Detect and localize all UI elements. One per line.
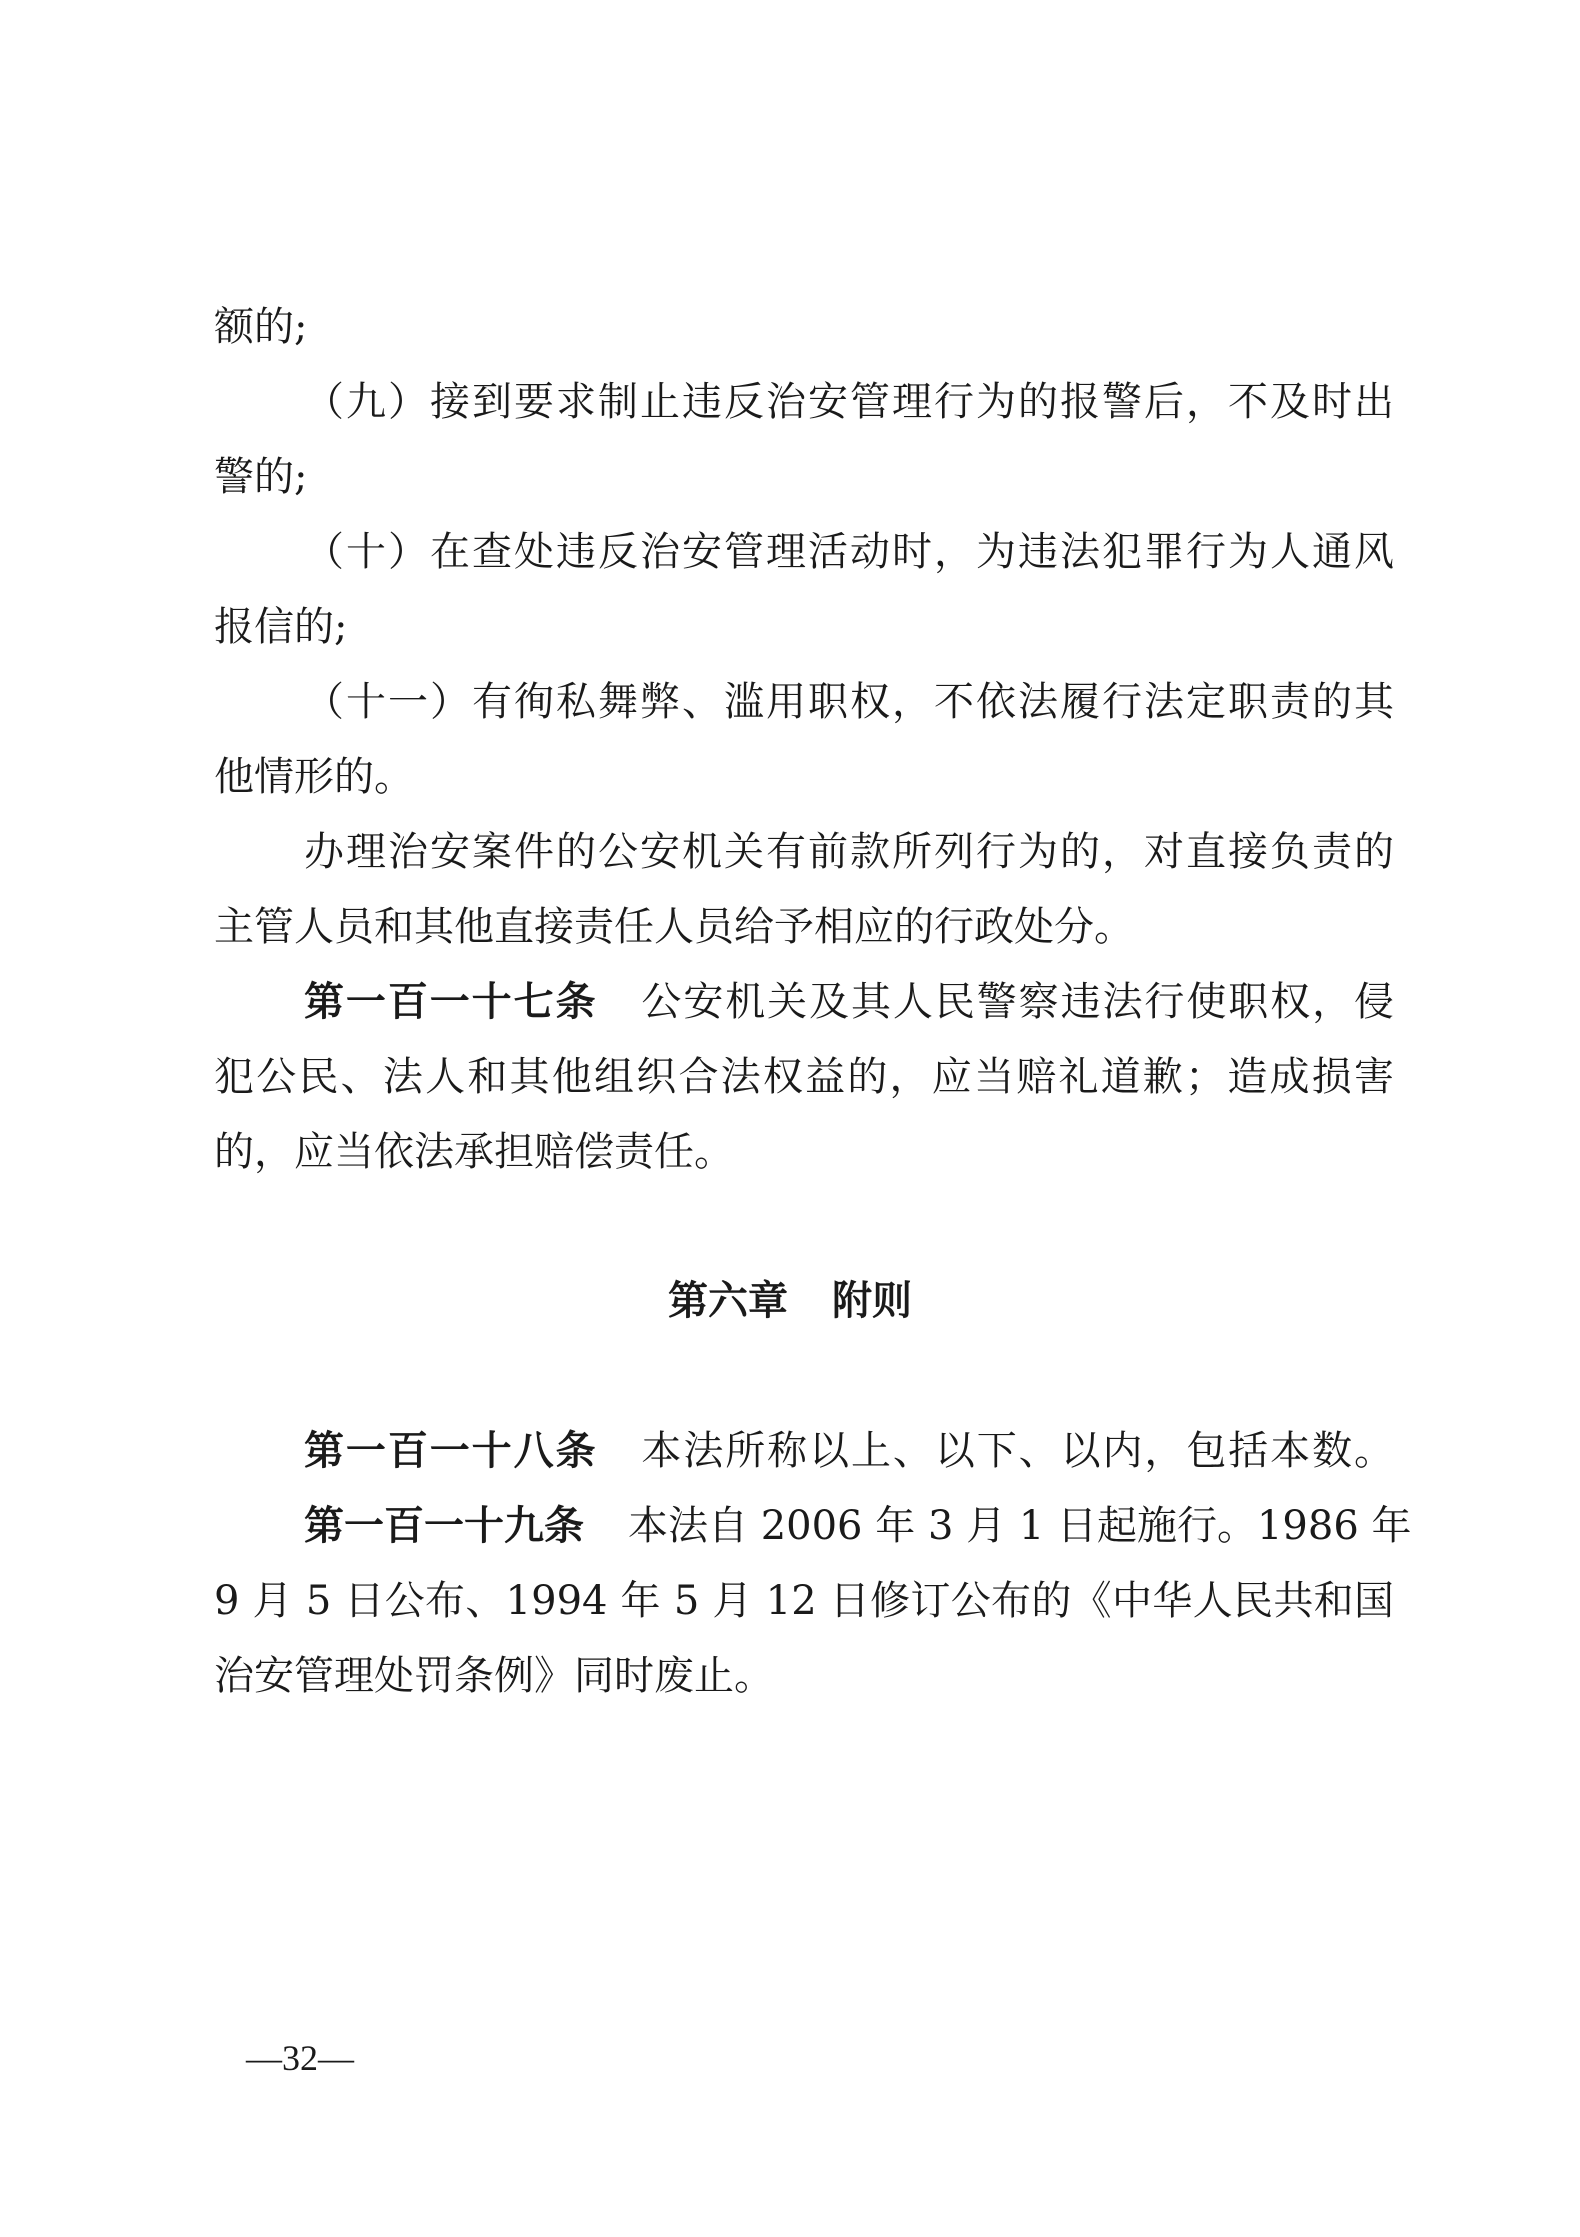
article-119-line-1 xyxy=(304,1501,1412,1551)
article-119-heading: 第一百一十九条 xyxy=(304,1503,584,1549)
article-119-line-3: 治安管理处罚条例》同时废止。 xyxy=(214,1653,774,1699)
text-line: 警的; xyxy=(214,454,308,500)
article-117-line-2: 犯公民、法人和其他组织合法权益的，应当赔礼道歉；造成损害 xyxy=(214,1054,1394,1100)
text-line: 额的; xyxy=(214,304,308,350)
article-118-text: 本法所称以上、以下、以内，包括本数。 xyxy=(641,1428,1395,1474)
text-line: 他情形的。 xyxy=(214,754,414,800)
text-line: （九）接到要求制止违反治安管理行为的报警后，不及时出 xyxy=(304,379,1394,425)
article-119-line-2: 9 月 5 日公布、1994 年 5 月 12 日修订公布的《中华人民共和国 xyxy=(214,1578,1394,1624)
article-117-line-1 xyxy=(304,977,1394,1027)
chapter-title: 附则 xyxy=(832,1278,912,1324)
text-line: （十一）有徇私舞弊、滥用职权，不依法履行法定职责的其 xyxy=(304,679,1394,725)
article-117-text: 公安机关及其人民警察违法行使职权，侵 xyxy=(641,979,1395,1025)
text-line: 办理治安案件的公安机关有前款所列行为的，对直接负责的 xyxy=(304,829,1394,875)
chapter-number: 第六章 xyxy=(668,1278,788,1324)
text-line: （十）在查处违反治安管理活动时，为违法犯罪行为人通风 xyxy=(304,529,1394,575)
article-117-heading: 第一百一十七条 xyxy=(304,979,598,1025)
article-118-heading: 第一百一十八条 xyxy=(304,1428,598,1474)
article-117-line-3: 的，应当依法承担赔偿责任。 xyxy=(214,1129,734,1175)
page-number: —32— xyxy=(246,2038,354,2078)
text-line: 主管人员和其他直接责任人员给予相应的行政处分。 xyxy=(214,904,1134,950)
chapter-heading xyxy=(0,1276,1580,1326)
text-line: 报信的; xyxy=(214,604,348,650)
article-119-text: 本法自 2006 年 3 月 1 日起施行。1986 年 xyxy=(628,1503,1412,1549)
article-118-line-1 xyxy=(304,1426,1394,1476)
